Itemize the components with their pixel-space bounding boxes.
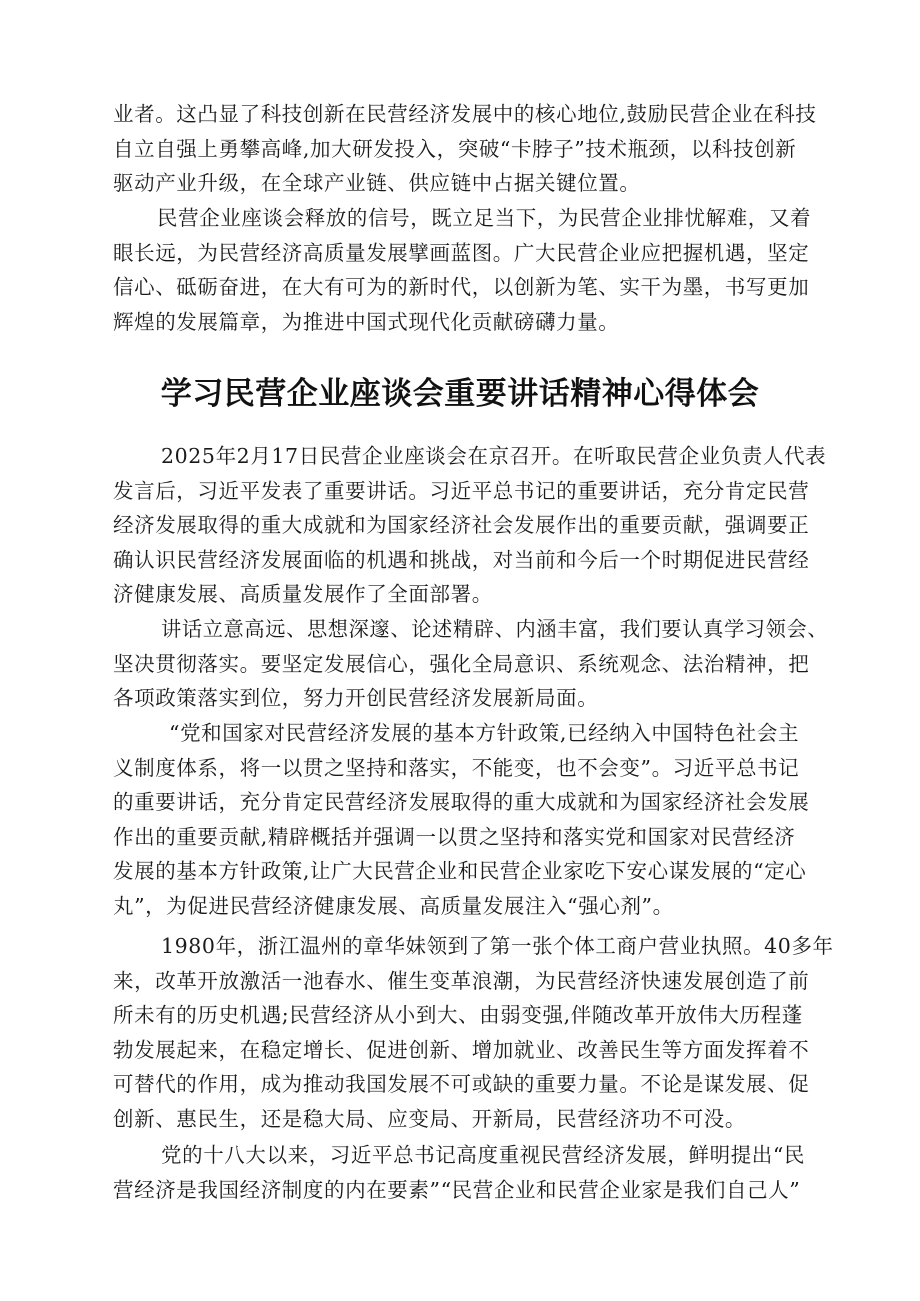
text-line: “党和国家对民营经济发展的基本方针政策,已经纳入中国特色社会主 <box>169 721 800 745</box>
text-line: 党的十八大以来，习近平总书记高度重视民营经济发展，鲜明提出“民 <box>161 1143 806 1167</box>
text-line: 眼长远，为民营经济高质量发展擘画蓝图。广大民营企业应把握机遇，坚定 <box>113 240 810 265</box>
text-line: 可替代的作用，成为推动我国发展不可或缺的重要力量。不论是谋发展、促 <box>113 1072 810 1097</box>
text-line: 驱动产业升级，在全球产业链、供应链中占据关键位置。 <box>113 171 641 196</box>
text-line: 各项政策落实到位，努力开创民营经济发展新局面。 <box>113 686 599 711</box>
text-line: 丸”，为促进民营经济健康发展、高质量发展注入“强心剂”。 <box>113 893 674 918</box>
text-line: 信心、砥砺奋进，在大有可为的新时代，以创新为笔、实干为墨，书写更加 <box>113 275 810 300</box>
text-line: 的重要讲话，充分肯定民营经济发展取得的重大成就和为国家经济社会发展 <box>113 790 810 815</box>
text-line: 经济发展取得的重大成就和为国家经济社会发展作出的重要贡献，强调要正 <box>113 513 810 538</box>
text-line: 民营企业座谈会释放的信号，既立足当下，为民营企业排忧解难，又着 <box>157 206 812 230</box>
text-line: 讲话立意高远、思想深邃、论述精辟、内涵丰富，我们要认真学习领会、 <box>161 617 829 641</box>
article-title: 学习民营企业座谈会重要讲话精神心得体会 <box>160 376 760 412</box>
text-line: 确认识民营经济发展面临的机遇和挑战，对当前和今后一个时期促进民营经 <box>113 547 810 572</box>
text-line: 自立自强上勇攀高峰,加大研发投入，突破“卡脖子”技术瓶颈，以科技创新 <box>113 136 797 161</box>
text-line: 所未有的历史机遇;民营经济从小到大、由弱变强,伴随改革开放伟大历程蓬 <box>113 1003 803 1028</box>
text-line: 创新、惠民生，还是稳大局、应变局、开新局，民营经济功不可没。 <box>113 1106 746 1131</box>
text-line: 营经济是我国经济制度的内在要素”“民营企业和民营企业家是我们自己人” <box>113 1177 801 1202</box>
paragraph-18th-congress <box>113 1138 835 1207</box>
text-line: 坚决贯彻落实。要坚定发展信心，强化全局意识、系统观念、法治精神，把 <box>113 651 810 676</box>
text-line: 业者。这凸显了科技创新在民营经济发展中的核心地位,鼓励民营企业在科技 <box>113 102 817 126</box>
text-line: 2025年2月17日民营企业座谈会在京召开。在听取民营企业负责人代表 <box>161 444 827 468</box>
text-line: 义制度体系，将一以贯之坚持和落实，不能变，也不会变”。习近平总书记 <box>113 755 800 780</box>
paragraph-quote <box>113 716 835 924</box>
text-line: 作出的重要贡献,精辟概括并强调一以贯之坚持和落实党和国家对民营经济 <box>113 824 796 849</box>
text-line: 发展的基本方针政策,让广大民营企业和民营企业家吃下安心谋发展的“定心 <box>113 859 807 884</box>
text-line: 发言后，习近平发表了重要讲话。习近平总书记的重要讲话，充分肯定民营 <box>113 478 810 503</box>
paragraph-1980 <box>113 929 835 1137</box>
text-line: 勃发展起来，在稳定增长、促进创新、增加就业、改善民生等方面发挥着不 <box>113 1037 810 1062</box>
paragraph-intro-end <box>113 97 835 201</box>
text-line: 1980年，浙江温州的章华妹领到了第一张个体工商户营业执照。40多年 <box>161 934 834 958</box>
text-line: 辉煌的发展篇章，为推进中国式现代化贡献磅礴力量。 <box>113 309 620 334</box>
paragraph-meeting <box>113 439 835 612</box>
text-line: 来，改革开放激活一池春水、催生变革浪潮，为民营经济快速发展创造了前 <box>113 968 810 993</box>
paragraph-speech <box>113 612 835 716</box>
text-line: 济健康发展、高质量发展作了全面部署。 <box>113 582 493 607</box>
paragraph-signal <box>113 201 835 339</box>
